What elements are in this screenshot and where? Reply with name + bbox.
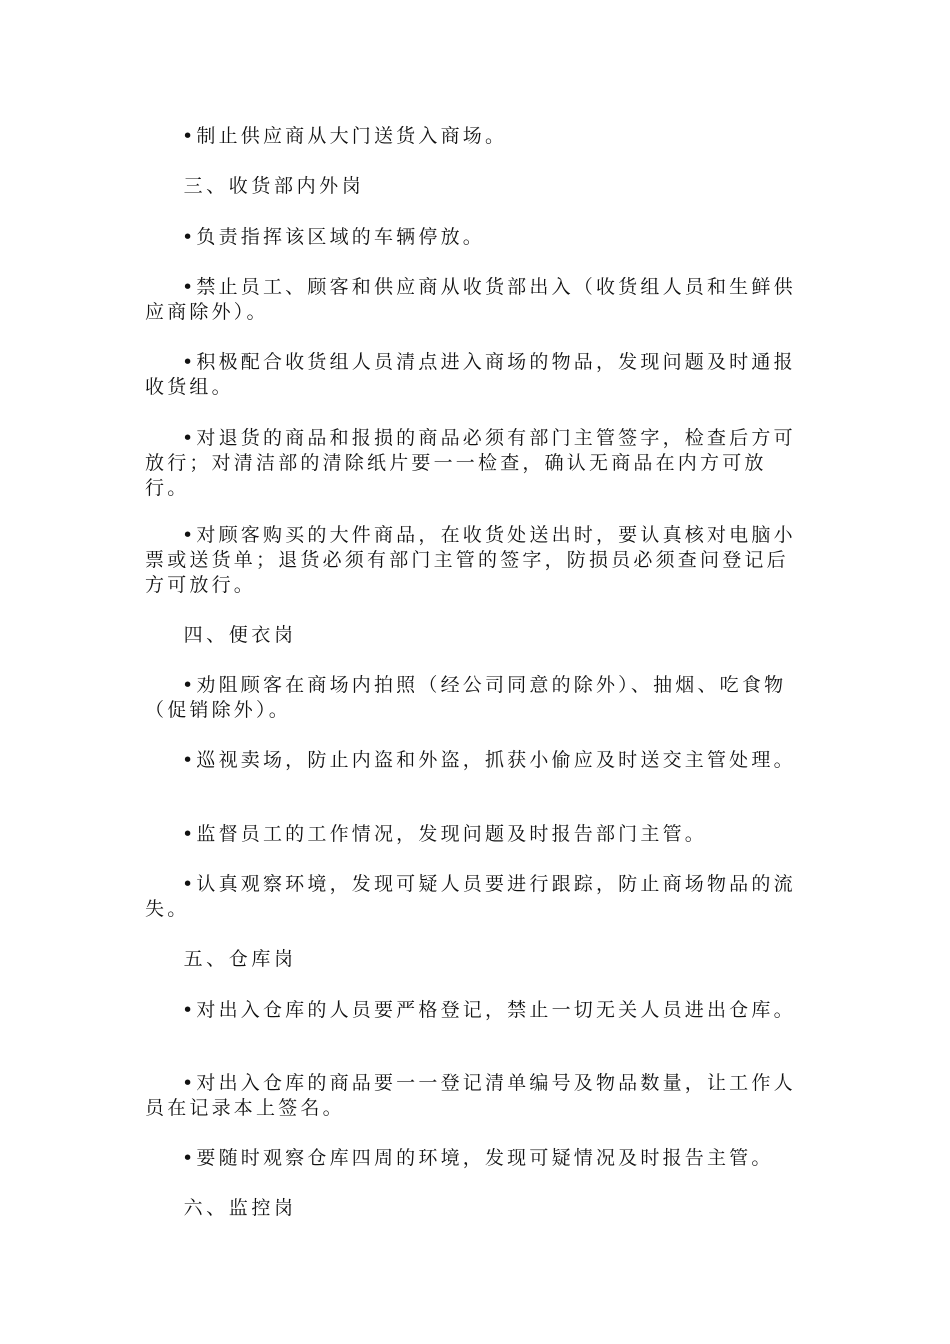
paragraph-supervise-staff: •监督员工的工作情况，发现问题及时报告部门主管。: [145, 823, 707, 845]
section-heading-warehouse-post: 五、仓库岗: [145, 948, 297, 970]
paragraph-observe-suspicious: •认真观察环境，发现可疑人员要进行跟踪，防止商场物品的流失。: [145, 873, 796, 920]
section-heading-monitoring-post: 六、监控岗: [145, 1197, 297, 1219]
paragraph-stop-supplier-delivery: •制止供应商从大门送货入商场。: [145, 125, 508, 147]
paragraph-register-personnel: •对出入仓库的人员要严格登记，禁止一切无关人员进出仓库。: [145, 999, 796, 1021]
paragraph-discourage-photos-smoking: •劝阻顾客在商场内拍照（经公司同意的除外）、抽烟、吃食物（促销除外）。: [145, 674, 787, 721]
paragraph-vehicle-parking: •负责指挥该区域的车辆停放。: [145, 226, 485, 248]
paragraph-patrol-prevent-theft: •巡视卖场，防止内盗和外盗，抓获小偷应及时送交主管处理。: [145, 749, 796, 771]
section-heading-plainclothes-post: 四、便衣岗: [145, 624, 297, 646]
paragraph-returns-signature: •对退货的商品和报损的商品必须有部门主管签字，检查后方可放行；对清洁部的清除纸片要一一检查，确认无商品在内方可放行。: [145, 427, 796, 499]
paragraph-cooperate-receiving-team: •积极配合收货组人员清点进入商场的物品，发现问题及时通报收货组。: [145, 351, 796, 398]
paragraph-observe-warehouse: •要随时观察仓库四周的环境，发现可疑情况及时报告主管。: [145, 1147, 774, 1169]
paragraph-register-goods: •对出入仓库的商品要一一登记清单编号及物品数量，让工作人员在记录本上签名。: [145, 1072, 796, 1119]
paragraph-large-items-check: •对顾客购买的大件商品，在收货处送出时，要认真核对电脑小票或送货单；退货必须有部门主管的签字，防损员必须查问登记后方可放行。: [145, 524, 796, 596]
paragraph-no-entry-receiving: •禁止员工、顾客和供应商从收货部出入（收货组人员和生鲜供应商除外）。: [145, 276, 796, 323]
section-heading-receiving-post: 三、收货部内外岗: [145, 175, 365, 197]
